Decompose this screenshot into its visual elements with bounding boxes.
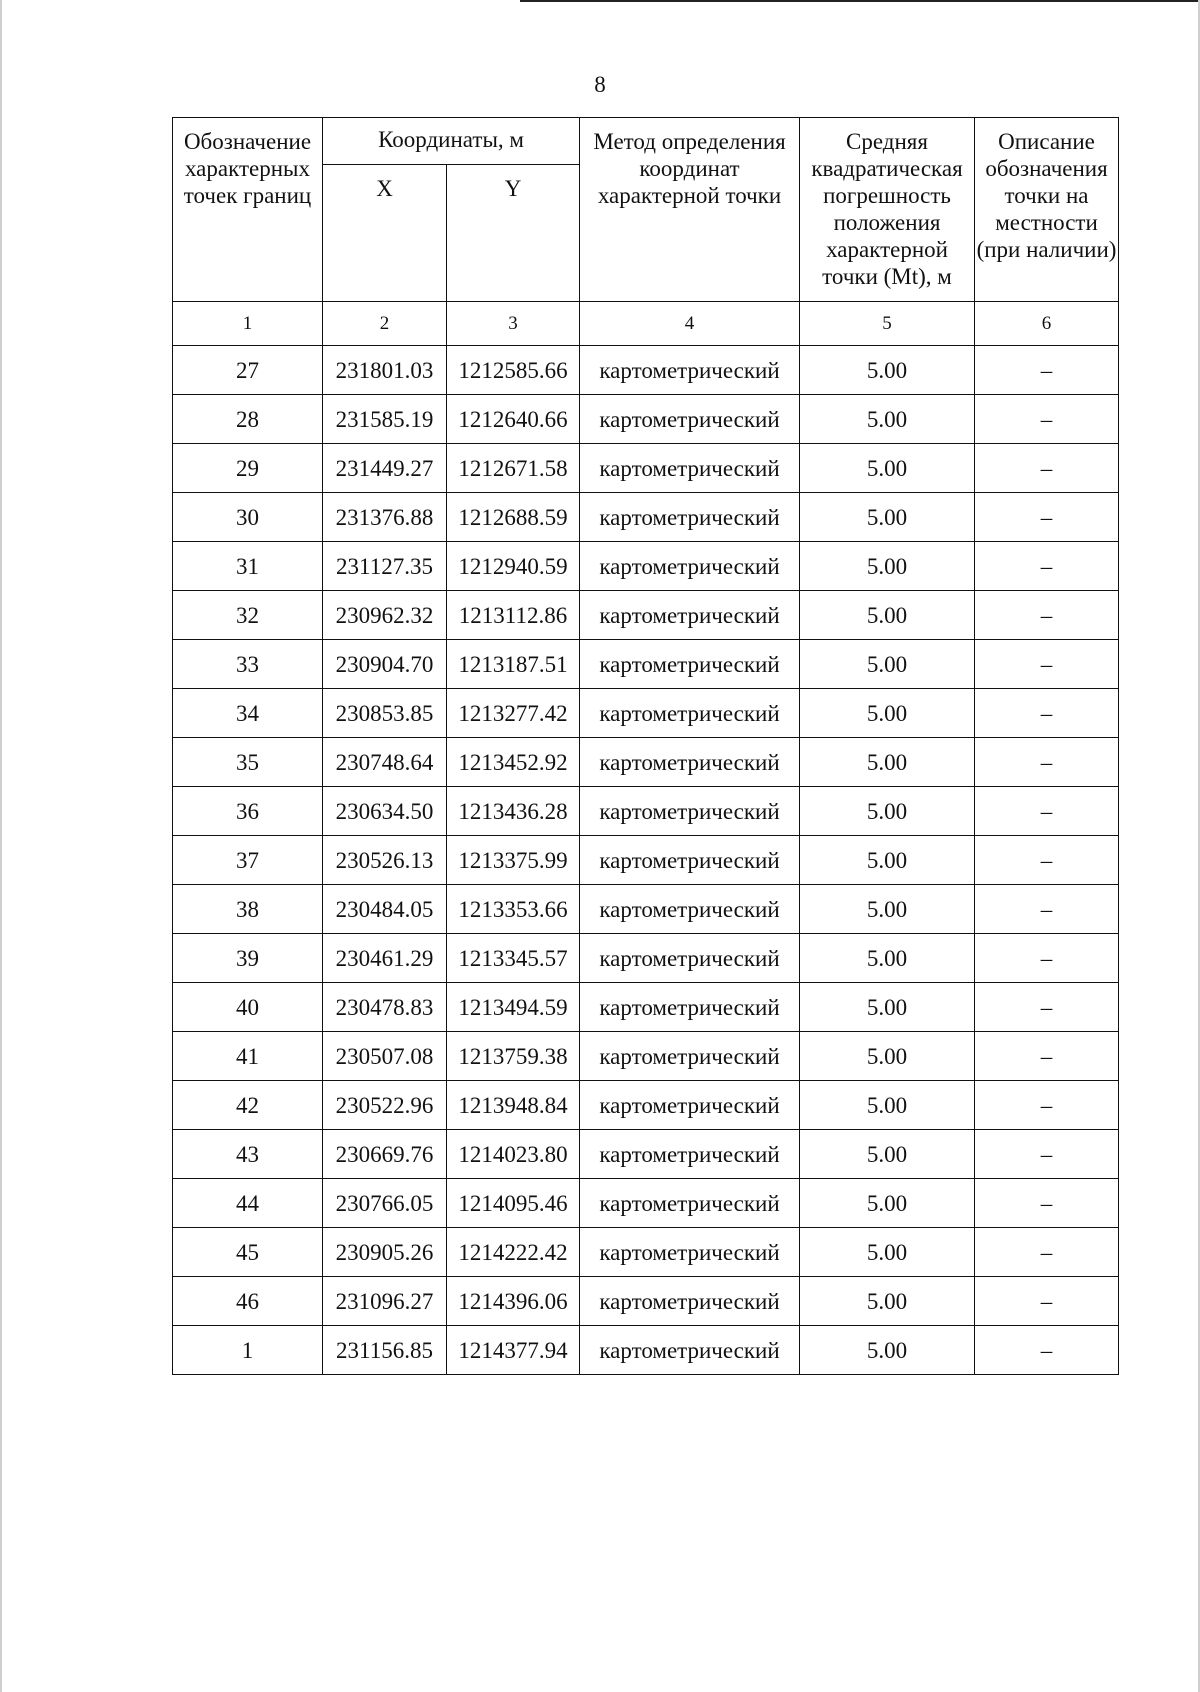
description-cell: – [975,1228,1119,1277]
y-coordinate-cell: 1213112.86 [447,591,580,640]
error-cell: 5.00 [800,689,975,738]
description-cell: – [975,983,1119,1032]
description-cell: – [975,395,1119,444]
point-cell: 37 [173,836,323,885]
column-number: 5 [800,302,975,346]
method-cell: картометрический [580,1081,800,1130]
y-coordinate-cell: 1213759.38 [447,1032,580,1081]
table-row [173,934,1119,983]
error-cell: 5.00 [800,591,975,640]
x-coordinate-cell: 231376.88 [323,493,447,542]
table-row [173,1326,1119,1375]
table-row [173,1277,1119,1326]
y-coordinate-cell: 1212940.59 [447,542,580,591]
y-coordinate-cell: 1212671.58 [447,444,580,493]
table-row [173,983,1119,1032]
table-body [173,346,1119,1375]
method-cell: картометрический [580,689,800,738]
x-coordinate-cell: 230484.05 [323,885,447,934]
y-coordinate-cell: 1213277.42 [447,689,580,738]
point-cell: 40 [173,983,323,1032]
method-cell: картометрический [580,1130,800,1179]
method-cell: картометрический [580,1228,800,1277]
x-coordinate-cell: 230766.05 [323,1179,447,1228]
error-cell: 5.00 [800,934,975,983]
error-cell: 5.00 [800,983,975,1032]
point-cell: 30 [173,493,323,542]
description-cell: – [975,1032,1119,1081]
method-cell: картометрический [580,640,800,689]
y-coordinate-cell: 1214095.46 [447,1179,580,1228]
point-cell: 31 [173,542,323,591]
point-cell: 45 [173,1228,323,1277]
point-cell: 32 [173,591,323,640]
point-cell: 1 [173,1326,323,1375]
method-cell: картометрический [580,395,800,444]
y-coordinate-cell: 1213345.57 [447,934,580,983]
table-row [173,640,1119,689]
method-cell: картометрический [580,1277,800,1326]
table-row [173,1081,1119,1130]
error-cell: 5.00 [800,1326,975,1375]
x-coordinate-cell: 231156.85 [323,1326,447,1375]
point-cell: 33 [173,640,323,689]
error-cell: 5.00 [800,1032,975,1081]
y-coordinate-cell: 1212585.66 [447,346,580,395]
description-cell: – [975,1277,1119,1326]
method-cell: картометрический [580,346,800,395]
header-point-designation: Обозначение характерных точек границ [173,118,323,302]
table-row [173,689,1119,738]
description-cell: – [975,738,1119,787]
y-coordinate-cell: 1212640.66 [447,395,580,444]
point-cell: 36 [173,787,323,836]
column-number: 3 [447,302,580,346]
x-coordinate-cell: 230962.32 [323,591,447,640]
error-cell: 5.00 [800,1228,975,1277]
y-coordinate-cell: 1213187.51 [447,640,580,689]
point-cell: 29 [173,444,323,493]
method-cell: картометрический [580,1179,800,1228]
header-error: Средняя квадратическая погрешность положения характерной точки (Mt), м [800,118,975,302]
point-cell: 44 [173,1179,323,1228]
description-cell: – [975,787,1119,836]
scan-edge-top [520,0,1200,2]
header-method: Метод определения координат характерной точки [580,118,800,302]
point-cell: 39 [173,934,323,983]
point-cell: 41 [173,1032,323,1081]
table-row [173,346,1119,395]
error-cell: 5.00 [800,493,975,542]
point-cell: 34 [173,689,323,738]
point-cell: 35 [173,738,323,787]
error-cell: 5.00 [800,1081,975,1130]
table-row [173,591,1119,640]
description-cell: – [975,689,1119,738]
description-cell: – [975,836,1119,885]
method-cell: картометрический [580,444,800,493]
y-coordinate-cell: 1214377.94 [447,1326,580,1375]
page-number: 8 [594,72,606,97]
method-cell: картометрический [580,542,800,591]
x-coordinate-cell: 230853.85 [323,689,447,738]
error-cell: 5.00 [800,1179,975,1228]
method-cell: картометрический [580,836,800,885]
y-coordinate-cell: 1213353.66 [447,885,580,934]
header-coordinates: Координаты, м [323,118,580,165]
x-coordinate-cell: 231585.19 [323,395,447,444]
description-cell: – [975,493,1119,542]
y-coordinate-cell: 1213494.59 [447,983,580,1032]
description-cell: – [975,444,1119,493]
error-cell: 5.00 [800,836,975,885]
table-row [173,1130,1119,1179]
point-cell: 38 [173,885,323,934]
description-cell: – [975,934,1119,983]
point-cell: 42 [173,1081,323,1130]
x-coordinate-cell: 231449.27 [323,444,447,493]
description-cell: – [975,542,1119,591]
error-cell: 5.00 [800,444,975,493]
column-numbers-row [173,302,1119,346]
error-cell: 5.00 [800,1277,975,1326]
header-y: Y [447,165,580,302]
column-number: 6 [975,302,1119,346]
column-number: 1 [173,302,323,346]
error-cell: 5.00 [800,885,975,934]
method-cell: картометрический [580,787,800,836]
x-coordinate-cell: 231801.03 [323,346,447,395]
point-cell: 43 [173,1130,323,1179]
y-coordinate-cell: 1214222.42 [447,1228,580,1277]
error-cell: 5.00 [800,640,975,689]
description-cell: – [975,640,1119,689]
table-row [173,1228,1119,1277]
x-coordinate-cell: 231096.27 [323,1277,447,1326]
method-cell: картометрический [580,983,800,1032]
table-row [173,493,1119,542]
description-cell: – [975,1326,1119,1375]
x-coordinate-cell: 230904.70 [323,640,447,689]
y-coordinate-cell: 1213375.99 [447,836,580,885]
y-coordinate-cell: 1212688.59 [447,493,580,542]
scan-edge-left [0,0,2,1692]
table-row [173,1032,1119,1081]
method-cell: картометрический [580,934,800,983]
description-cell: – [975,1130,1119,1179]
header-x: X [323,165,447,302]
point-cell: 27 [173,346,323,395]
table-row [173,542,1119,591]
error-cell: 5.00 [800,346,975,395]
y-coordinate-cell: 1213436.28 [447,787,580,836]
method-cell: картометрический [580,591,800,640]
y-coordinate-cell: 1214396.06 [447,1277,580,1326]
column-number: 4 [580,302,800,346]
method-cell: картометрический [580,885,800,934]
x-coordinate-cell: 230507.08 [323,1032,447,1081]
x-coordinate-cell: 230461.29 [323,934,447,983]
method-cell: картометрический [580,738,800,787]
method-cell: картометрический [580,1326,800,1375]
error-cell: 5.00 [800,1130,975,1179]
coordinates-table [172,117,1119,1375]
description-cell: – [975,591,1119,640]
x-coordinate-cell: 230634.50 [323,787,447,836]
description-cell: – [975,1081,1119,1130]
x-coordinate-cell: 230478.83 [323,983,447,1032]
table-row [173,836,1119,885]
description-cell: – [975,346,1119,395]
table-row [173,787,1119,836]
method-cell: картометрический [580,493,800,542]
x-coordinate-cell: 230669.76 [323,1130,447,1179]
error-cell: 5.00 [800,542,975,591]
description-cell: – [975,885,1119,934]
description-cell: – [975,1179,1119,1228]
table-row [173,444,1119,493]
column-number: 2 [323,302,447,346]
x-coordinate-cell: 230905.26 [323,1228,447,1277]
table-row [173,885,1119,934]
x-coordinate-cell: 230526.13 [323,836,447,885]
error-cell: 5.00 [800,738,975,787]
table-row [173,738,1119,787]
header-description: Описание обозначения точки на местности (при наличии) [975,118,1119,302]
y-coordinate-cell: 1214023.80 [447,1130,580,1179]
x-coordinate-cell: 231127.35 [323,542,447,591]
point-cell: 28 [173,395,323,444]
method-cell: картометрический [580,1032,800,1081]
error-cell: 5.00 [800,787,975,836]
x-coordinate-cell: 230522.96 [323,1081,447,1130]
x-coordinate-cell: 230748.64 [323,738,447,787]
table-row [173,395,1119,444]
point-cell: 46 [173,1277,323,1326]
y-coordinate-cell: 1213452.92 [447,738,580,787]
y-coordinate-cell: 1213948.84 [447,1081,580,1130]
table-row [173,1179,1119,1228]
error-cell: 5.00 [800,395,975,444]
